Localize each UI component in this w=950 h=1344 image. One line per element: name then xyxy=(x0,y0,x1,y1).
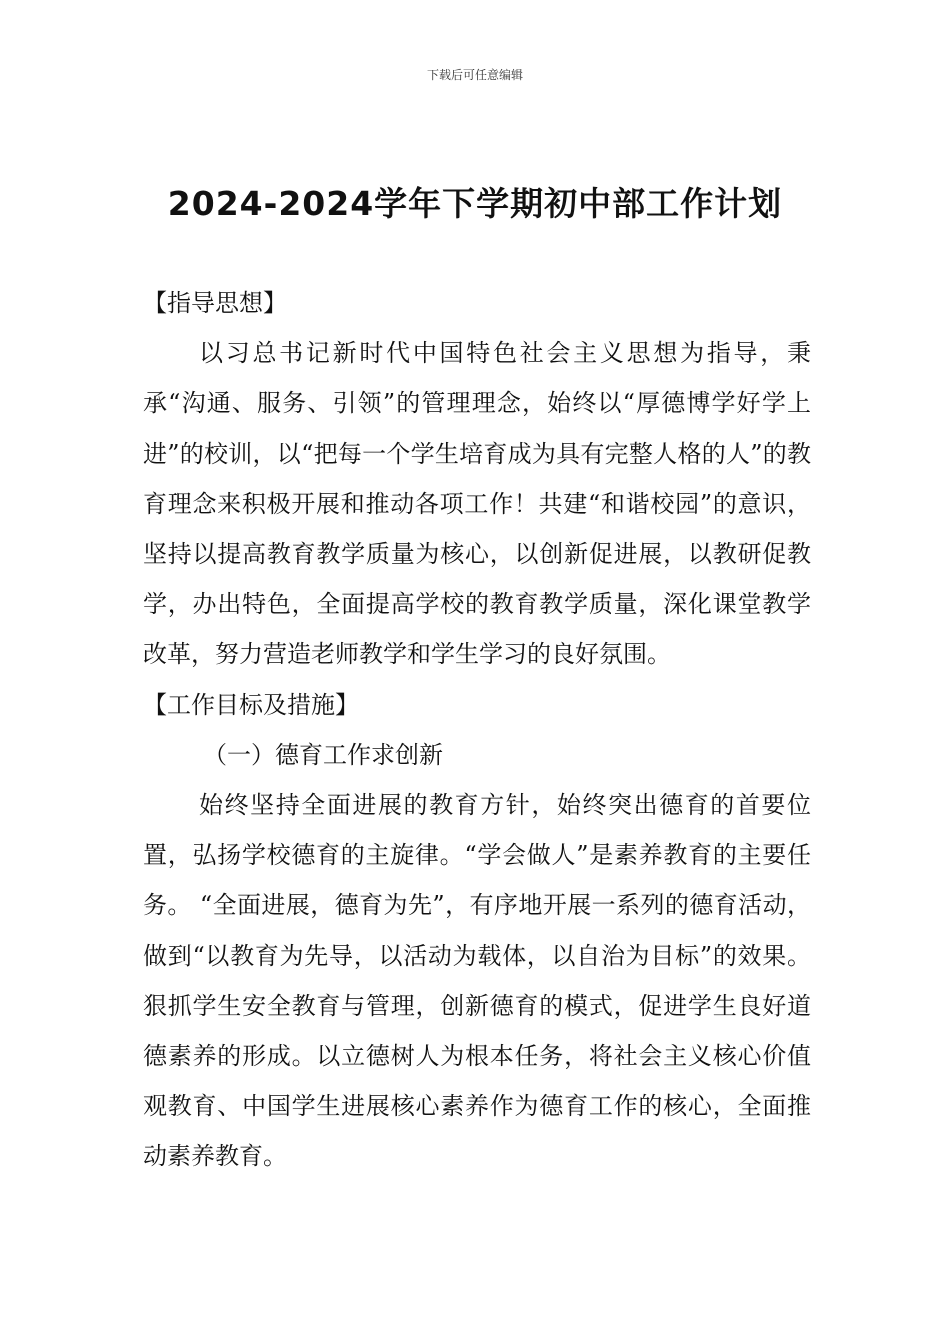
header-note: 下载后可任意编辑 xyxy=(426,68,523,82)
moral-paragraph: 始终坚持全面进展的教育方针，始终突出德育的首要位置，弘扬学校德育的主旋律。“学会做人”是素养教育的主要任务。 “全面进展，德育为先”，有序地开展一系列的德育活动，做到“以教育为先导，以活动为载体，以自治为目标”的效果。狠抓学生安全教育与管理，创新德育的模式，促进学生良好道德素养的形成。以立德树人为根本任务，将社会主义核心价值观教育、中国学生进展核心素养作为德育工作的核心，全面推动素养教育。 xyxy=(143,791,811,1171)
document-title: 2024-2024学年下学期初中部工作计划 xyxy=(167,184,783,223)
document-body xyxy=(143,278,811,1182)
guiding-paragraph: 以习总书记新时代中国特色社会主义思想为指导，秉承“沟通、服务、引领”的管理理念，始终以“厚德博学好学上进”的校训，以“把每一个学生培育成为具有完整人格的人”的教育理念来积极开展和推动各项工作！共建“和谐校园”的意识，坚持以提高教育教学质量为核心，以创新促进展，以教研促教学，办出特色，全面提高学校的教育教学质量，深化课堂教学改革，努力营造老师教学和学生学习的良好氛围。 xyxy=(143,339,811,669)
moral-subheading: （一）德育工作求创新 xyxy=(203,740,443,769)
goals-heading: 【工作目标及措施】 xyxy=(143,690,359,719)
guiding-heading: 【指导思想】 xyxy=(143,289,287,317)
